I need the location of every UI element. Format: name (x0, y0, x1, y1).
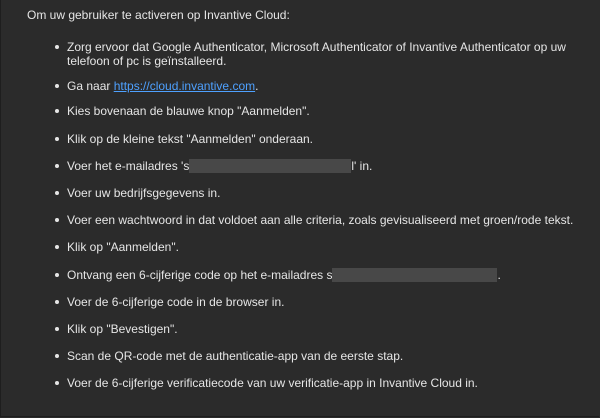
step-company-details (67, 186, 220, 200)
step-text: Voer het e-mailadres 's (67, 159, 190, 173)
step-click-register (67, 240, 179, 254)
step-text: Voer de 6-cijferige verificatiecode van uw verificatie-app in Invantive Cloud in. (67, 376, 478, 390)
step-text-suffix: l' in. (351, 159, 373, 173)
step-click-blue-button (67, 104, 310, 118)
step-text: Klik op de kleine tekst "Aanmelden" onderaan. (67, 132, 314, 146)
step-text-suffix: . (255, 79, 259, 93)
step-text: Klik op "Aanmelden". (67, 240, 179, 254)
step-text: Ontvang een 6-cijferige code op het e-mailadres s (67, 268, 333, 282)
step-text: Voer een wachtwoord in dat voldoet aan alle criteria, zoals gevisualiseerd met groen/rode tekst. (67, 213, 574, 227)
step-text: Ga naar (67, 79, 114, 93)
step-text: Voer uw bedrijfsgegevens in. (67, 186, 221, 200)
step-enter-code (67, 295, 284, 309)
step-enter-password (67, 213, 573, 227)
step-text: Zorg ervoor dat Google Authenticator, Microsoft Authenticator of Invantive Authenticator op uw (67, 40, 566, 54)
step-enter-email (67, 159, 372, 173)
step-enter-verification-code (67, 376, 478, 390)
intro-text: Om uw gebruiker te activeren op Invantive Cloud: (27, 8, 290, 22)
step-receive-code (67, 268, 501, 282)
step-install-authenticator (67, 40, 566, 68)
step-scan-qr (67, 349, 403, 363)
step-click-small-text (67, 132, 313, 146)
redacted-email (332, 268, 497, 282)
cloud-link[interactable]: https://cloud.invantive.com (113, 79, 256, 93)
step-click-confirm (67, 322, 178, 336)
step-text-suffix: . (497, 268, 501, 282)
redacted-email (189, 159, 351, 173)
step-text: Scan de QR-code met de authenticatie-app van de eerste stap. (67, 349, 404, 363)
step-text: Kies bovenaan de blauwe knop "Aanmelden". (67, 104, 310, 118)
step-text-continued: telefoon of pc is geïnstalleerd. (67, 54, 227, 68)
step-text: Klik op "Bevestigen". (67, 322, 178, 336)
step-text: Voer de 6-cijferige code in de browser in. (67, 295, 285, 309)
step-go-to-site (67, 79, 258, 93)
